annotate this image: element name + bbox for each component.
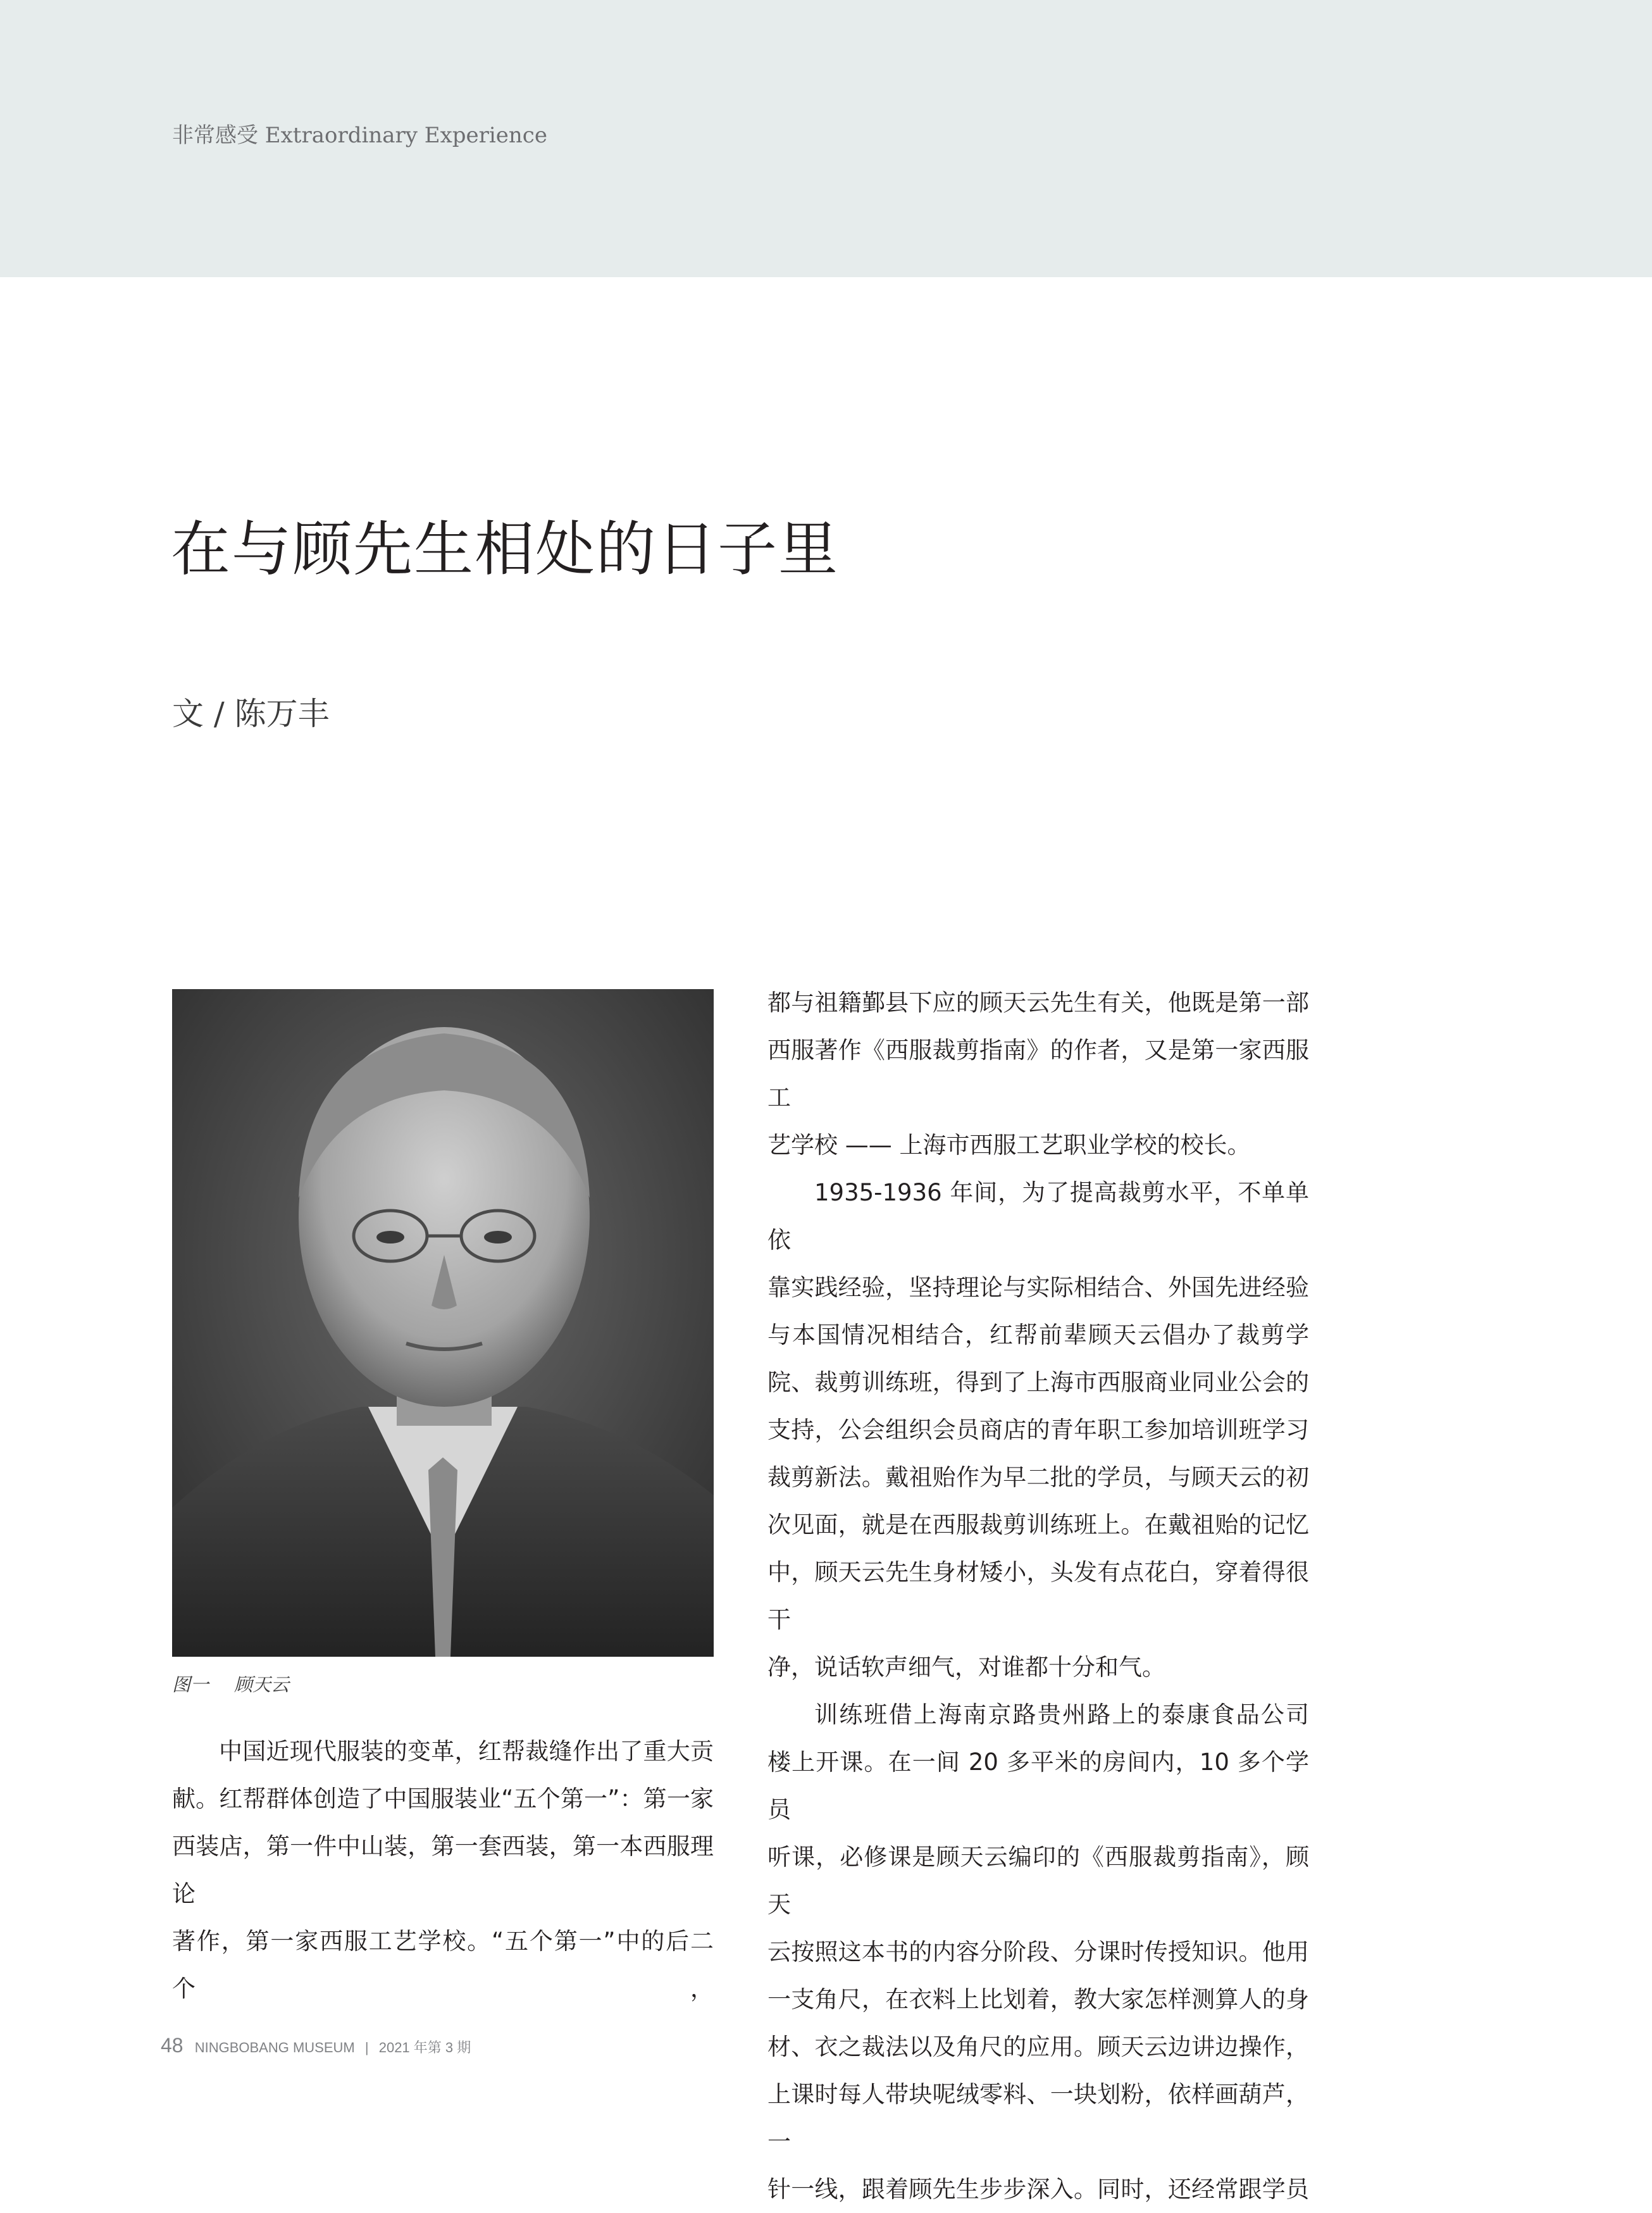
photo-caption — [172, 1671, 289, 1697]
body-line: 与本国情况相结合，红帮前辈顾天云倡办了裁剪学 — [767, 1321, 1309, 1349]
page-number: 48 — [161, 2034, 183, 2057]
body-line: 靠实践经验，坚持理论与实际相结合、外国先进经验 — [767, 1274, 1309, 1301]
body-line: 一支角尺，在衣料上比划着，教大家怎样测算人的身 — [767, 1986, 1309, 2013]
body-line: 训练班借上海南京路贵州路上的泰康食品公司 — [814, 1701, 1309, 1728]
photo-caption-label: 图一 — [172, 1674, 209, 1695]
body-line: 净，说话软声细气，对谁都十分和气。 — [767, 1654, 1165, 1681]
body-line: 西装店，第一件中山装，第一套西装，第一本西服理论 — [172, 1833, 714, 1907]
body-line: 著作，第一家西服工艺学校。“五个第一”中的后二个， — [172, 1928, 714, 2002]
photo-caption-text: 顾天云 — [234, 1674, 290, 1695]
portrait-photo-image — [172, 989, 714, 1657]
body-line: 听课，必修课是顾天云编印的《西服裁剪指南》，顾天 — [767, 1843, 1309, 1918]
body-line: 材、衣之裁法以及角尺的应用。顾天云边讲边操作， — [767, 2033, 1309, 2060]
body-line: 楼上开课。在一间 20 多平米的房间内，10 多个学员 — [767, 1749, 1309, 1823]
body-line: 云按照这本书的内容分阶段、分课时传授知识。他用 — [767, 1938, 1309, 1966]
body-line: 都与祖籍鄞县下应的顾天云先生有关，他既是第一部 — [767, 989, 1309, 1016]
body-line: 西服著作《西服裁剪指南》的作者，又是第一家西服工 — [767, 1037, 1309, 1111]
body-line: 中国近现代服装的变革，红帮裁缝作出了重大贡 — [219, 1738, 714, 1765]
body-line: 1935-1936 年间，为了提高裁剪水平，不单单依 — [767, 1179, 1309, 1254]
magazine-name: NINGBOBANG MUSEUM — [194, 2040, 355, 2055]
section-label: 非常感受 Extraordinary Experience — [172, 123, 547, 148]
footer-separator: | — [364, 2040, 369, 2055]
portrait-photo — [172, 989, 714, 1657]
page-footer — [161, 2034, 471, 2057]
body-line: 献。红帮群体创造了中国服装业“五个第一”：第一家 — [172, 1785, 714, 1812]
article-title: 在与顾先生相处的日子里 — [171, 515, 840, 584]
author-byline: 文 / 陈万丰 — [172, 695, 330, 732]
issue-label: 2021 年第 3 期 — [378, 2040, 471, 2055]
body-line: 支持，公会组织会员商店的青年职工参加培训班学习 — [767, 1416, 1309, 1443]
body-line: 艺学校 —— 上海市西服工艺职业学校的校长。 — [767, 1131, 1251, 1159]
body-column-left — [172, 1728, 714, 2012]
body-line: 针一线，跟着顾先生步步深入。同时，还经常跟学员 — [767, 2176, 1309, 2203]
body-line: 院、裁剪训练班，得到了上海市西服商业同业公会的 — [767, 1369, 1309, 1396]
body-line: 上课时每人带块呢绒零料、一块划粉，依样画葫芦，一 — [767, 2081, 1309, 2155]
body-line: 中，顾天云先生身材矮小，头发有点花白，穿着得很干 — [767, 1559, 1309, 1633]
body-line: 裁剪新法。戴祖贻作为早二批的学员，与顾天云的初 — [767, 1464, 1309, 1491]
body-line: 次见面，就是在西服裁剪训练班上。在戴祖贻的记忆 — [767, 1511, 1309, 1538]
body-column-right — [767, 979, 1309, 2213]
